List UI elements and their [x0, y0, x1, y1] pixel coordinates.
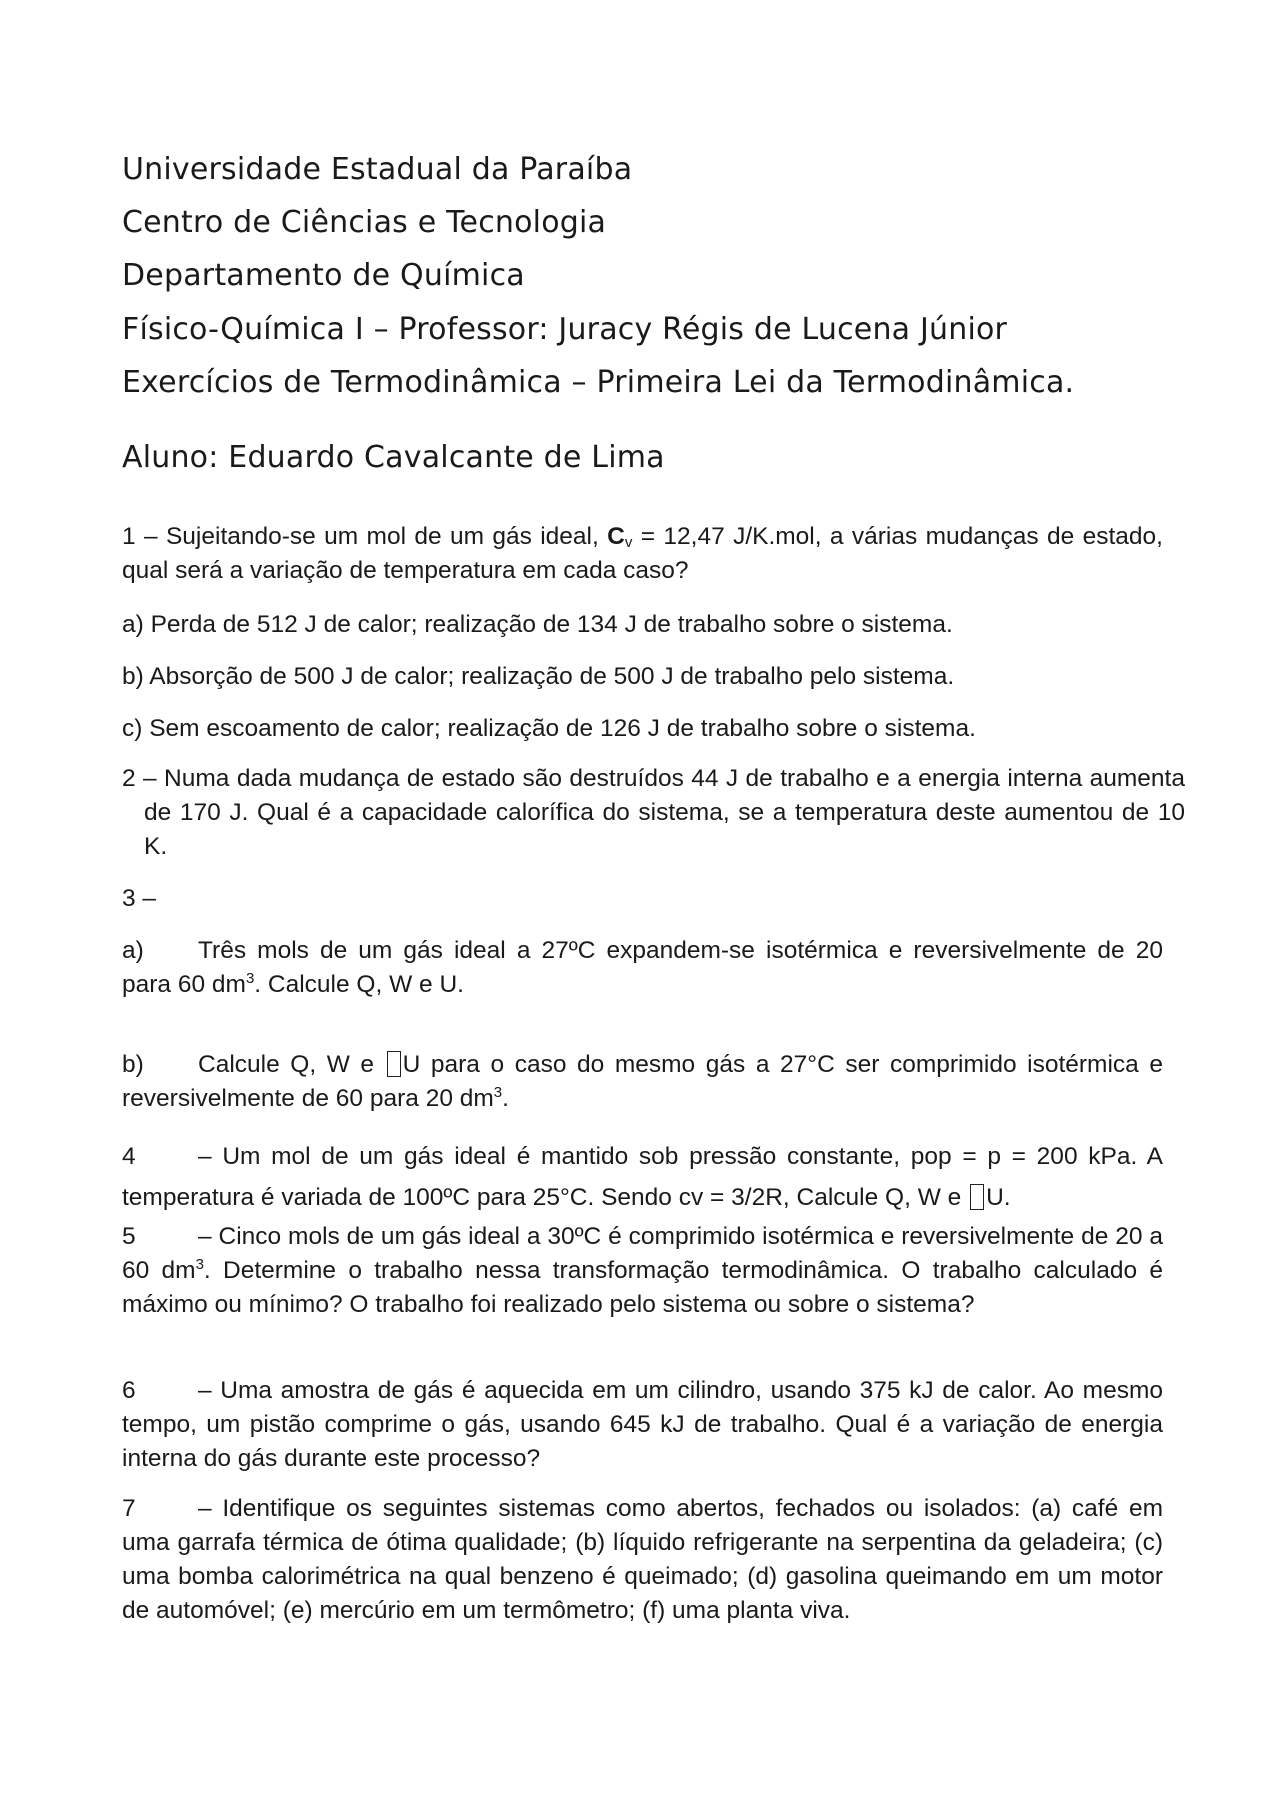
department-heading: Departamento de Química	[122, 258, 525, 293]
question-6	[122, 1374, 1163, 1476]
missing-delta-glyph	[970, 1184, 984, 1210]
question-5	[122, 1220, 1163, 1322]
q3b-superscript: 3	[493, 1084, 503, 1101]
question-1a: a) Perda de 512 J de calor; realização de 134 J de trabalho sobre o sistema.	[122, 611, 953, 638]
question-2: 2 – Numa dada mudança de estado são destruídos 44 J de trabalho e a energia interna aumenta de 170 J. Qual é a capacidade calorífica do sistema, se a temperatura deste aumentou de 10 K.	[122, 765, 1185, 860]
q7-text: – Identifique os seguintes sistemas como abertos, fechados ou isolados: (a) café em uma garrafa térmica de ótima qualidade; (b) líquido refrigerante na serpentina da geladeira; (c) uma bomba calorimétrica na qual benzeno é queimado; (d) gasolina queimando em um motor de automóvel; (e) mercúrio em um termômetro; (f) uma planta viva.	[122, 1495, 1163, 1624]
missing-delta-glyph	[387, 1051, 401, 1077]
q3b-text-mid: U para o caso do mesmo gás a 27°C ser comprimido isotérmica e reversivelmente de 60 para 20 dm	[122, 1051, 1163, 1112]
course-heading: Físico-Química I – Professor: Juracy Régis de Lucena Júnior	[122, 312, 1008, 347]
q3b-text: Calcule Q, W e	[198, 1051, 385, 1078]
q5-text: – Cinco mols de um gás ideal a 30ºC é comprimido isotérmica e reversivelmente de 20 a 60 dm	[122, 1223, 1163, 1284]
q3a-superscript: 3	[245, 970, 255, 987]
question-3a	[122, 934, 1163, 1002]
topic-heading: Exercícios de Termodinâmica – Primeira Lei da Termodinâmica.	[122, 365, 1075, 400]
q3a-text-end: . Calcule Q, W e U.	[254, 971, 464, 998]
q5-superscript: 3	[195, 1256, 204, 1273]
q3b-label: b)	[122, 1051, 144, 1078]
q4-text-end: U.	[986, 1184, 1011, 1211]
q6-number: 6	[122, 1377, 136, 1404]
q6-text: – Uma amostra de gás é aquecida em um cilindro, usando 375 kJ de calor. Ao mesmo tempo, um pistão comprime o gás, usando 645 kJ de trabalho. Qual é a variação de energia interna do gás durante este processo?	[122, 1377, 1163, 1472]
q5-number: 5	[122, 1223, 136, 1250]
q1-text-start: 1 – Sujeitando-se um mol de um gás ideal,	[122, 523, 608, 550]
q5-text-end: . Determine o trabalho nessa transformação termodinâmica. O trabalho calculado é máximo ou mínimo? O trabalho foi realizado pelo sistema ou sobre o sistema?	[122, 1257, 1163, 1318]
q7-number: 7	[122, 1495, 136, 1522]
q3a-label: a)	[122, 937, 144, 964]
center-heading: Centro de Ciências e Tecnologia	[122, 205, 607, 240]
q4-number: 4	[122, 1143, 136, 1170]
question-1c: c) Sem escoamento de calor; realização de 126 J de trabalho sobre o sistema.	[122, 715, 976, 742]
university-heading: Universidade Estadual da Paraíba	[122, 152, 633, 187]
cv-subscript: v	[624, 534, 633, 551]
question-4	[122, 1136, 1163, 1218]
q4-text: – Um mol de um gás ideal é mantido sob pressão constante, pop = p = 200 kPa. A temperatura é variada de 100ºC para 25°C. Sendo cv = 3/2R, Calcule Q, W e	[122, 1143, 1163, 1211]
cv-symbol: C	[607, 523, 625, 550]
question-3-label: 3 –	[122, 885, 157, 912]
student-name: Aluno: Eduardo Cavalcante de Lima	[122, 440, 665, 475]
question-7	[122, 1492, 1163, 1628]
q3b-text-end: .	[502, 1085, 509, 1112]
question-3b	[122, 1048, 1163, 1116]
question-1	[122, 520, 1163, 588]
q3a-text: Três mols de um gás ideal a 27ºC expandem-se isotérmica e reversivelmente de 20 para 60 dm	[122, 937, 1163, 998]
q1-text-end: = 12,47 J/K.mol, a várias mudanças de estado, qual será a variação de temperatura em cada caso?	[122, 523, 1163, 584]
question-1b: b) Absorção de 500 J de calor; realização de 500 J de trabalho pelo sistema.	[122, 663, 955, 690]
